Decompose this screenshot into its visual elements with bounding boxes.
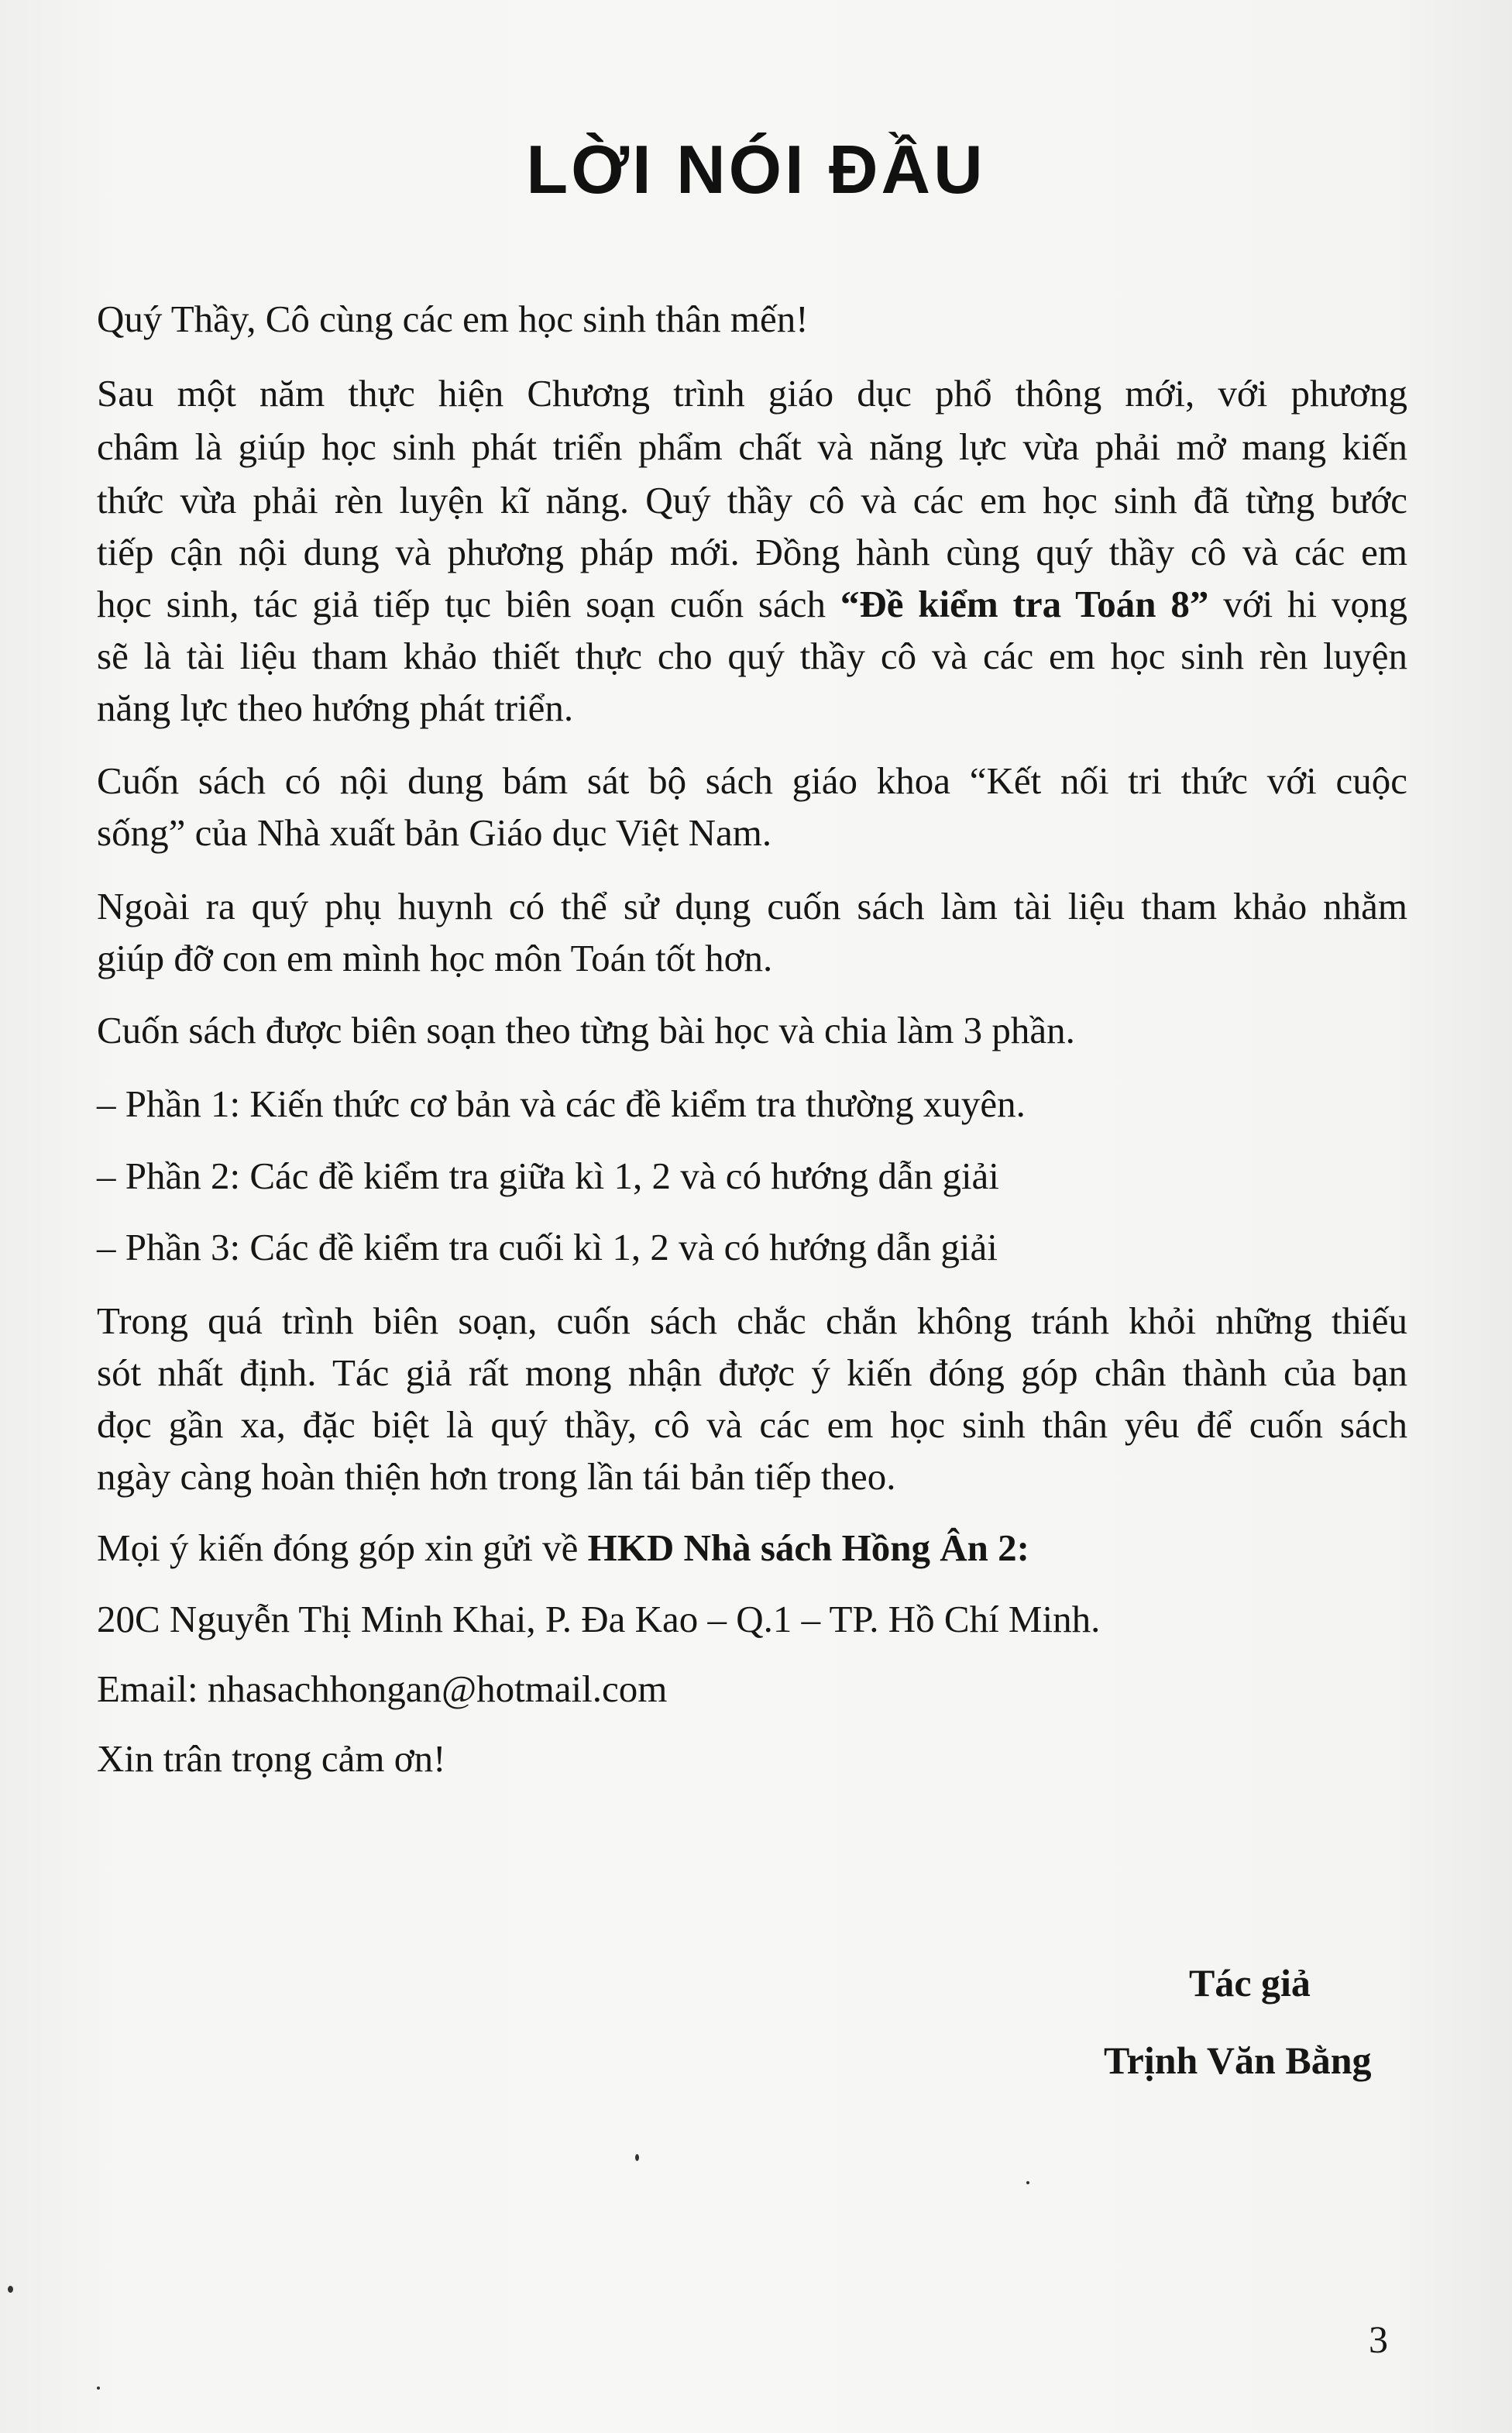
email-line: Email: nhasachhongan@hotmail.com (97, 1667, 668, 1710)
paragraph-1-line-4: tiếp cận nội dung và phương pháp mới. Đồng hành cùng quý thầy cô và các em (97, 531, 1407, 573)
scan-speck (1026, 2181, 1029, 2184)
list-item-part-3: – Phần 3: Các đề kiểm tra cuối kì 1, 2 và có hướng dẫn giải (97, 1226, 998, 1268)
paragraph-3-line-2: giúp đỡ con em mình học môn Toán tốt hơn. (97, 937, 773, 979)
paragraph-2-line-2: sống” của Nhà xuất bản Giáo dục Việt Nam. (97, 811, 772, 854)
paragraph-1-line-7: năng lực theo hướng phát triển. (97, 687, 574, 729)
list-item-part-1: – Phần 1: Kiến thức cơ bản và các đề kiểm tra thường xuyên. (97, 1082, 1026, 1125)
paragraph-5-line-3: đọc gần xa, đặc biệt là quý thầy, cô và các em học sinh thân yêu để cuốn sách (97, 1403, 1407, 1446)
paragraph-5-line-2: sót nhất định. Tác giả rất mong nhận được ý kiến đóng góp chân thành của bạn (97, 1351, 1407, 1394)
paragraph-4: Cuốn sách được biên soạn theo từng bài học và chia làm 3 phần. (97, 1009, 1075, 1051)
page-number: 3 (1369, 2318, 1388, 2361)
paragraph-5-line-4: ngày càng hoàn thiện hơn trong lần tái bản tiếp theo. (97, 1455, 896, 1498)
signature-name: Trịnh Văn Bằng (1104, 2039, 1372, 2082)
publisher-name: HKD Nhà sách Hồng Ân 2: (587, 1526, 1029, 1569)
paragraph-3-line-1: Ngoài ra quý phụ huynh có thể sử dụng cuốn sách làm tài liệu tham khảo nhằm (97, 885, 1407, 927)
paragraph-2-line-1: Cuốn sách có nội dung bám sát bộ sách giáo khoa “Kết nối tri thức với cuộc (97, 759, 1407, 802)
paragraph-1-line-2: châm là giúp học sinh phát triển phẩm chất và năng lực vừa phải mở mang kiến (97, 425, 1407, 468)
paragraph-1-line-5 (97, 581, 1407, 628)
paragraph-1-line-3: thức vừa phải rèn luyện kĩ năng. Quý thầy cô và các em học sinh đã từng bước (97, 479, 1407, 521)
contact-line (97, 1525, 1029, 1571)
paragraph-1-line-1: Sau một năm thực hiện Chương trình giáo dục phổ thông mới, với phương (97, 372, 1407, 415)
scan-speck (97, 2387, 100, 2390)
list-item-part-2: – Phần 2: Các đề kiểm tra giữa kì 1, 2 và có hướng dẫn giải (97, 1155, 999, 1197)
paragraph-1-line-5-end: với hi vọng (1208, 583, 1407, 625)
address-line: 20C Nguyễn Thị Minh Khai, P. Đa Kao – Q.1 – TP. Hồ Chí Minh. (97, 1598, 1101, 1640)
thanks-line: Xin trân trọng cảm ơn! (97, 1737, 446, 1780)
paragraph-1-line-5-start: học sinh, tác giả tiếp tục biên soạn cuốn sách (97, 583, 840, 625)
book-title-emphasis: “Đề kiểm tra Toán 8” (840, 583, 1209, 625)
contact-intro: Mọi ý kiến đóng góp xin gửi về (97, 1526, 588, 1569)
paragraph-5-line-1: Trong quá trình biên soạn, cuốn sách chắc chắn không tránh khỏi những thiếu (97, 1299, 1407, 1342)
scan-speck (635, 2154, 639, 2161)
paragraph-1-line-6: sẽ là tài liệu tham khảo thiết thực cho quý thầy cô và các em học sinh rèn luyện (97, 635, 1407, 677)
scan-speck (8, 2286, 13, 2293)
signature-role: Tác giả (1189, 1961, 1311, 2005)
page-title: LỜI NÓI ĐẦU (526, 131, 986, 208)
greeting-line: Quý Thầy, Cô cùng các em học sinh thân mến! (97, 298, 809, 340)
